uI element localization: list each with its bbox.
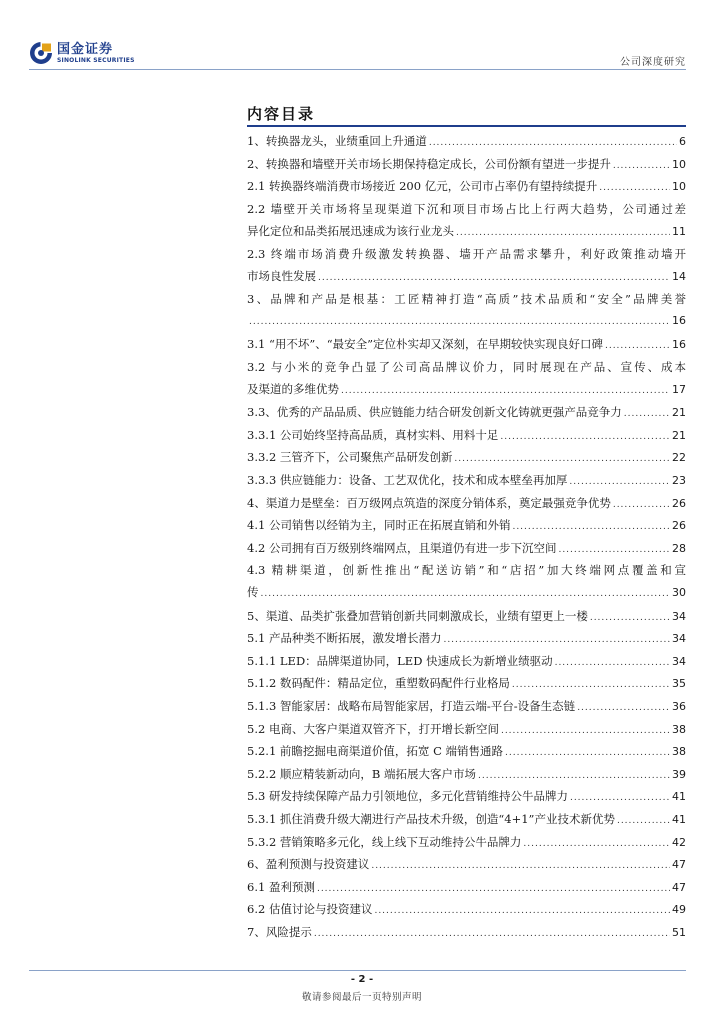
toc-page-number: 35 <box>672 677 686 691</box>
toc-entry[interactable] <box>247 831 686 855</box>
toc-dot-leader <box>314 923 670 945</box>
toc-dot-leader <box>523 833 670 855</box>
toc-entry-text: 5.3.2 营销策略多元化，线上线下互动维持公牛品牌力 <box>247 834 522 849</box>
logo-chinese-name: 国金证券 <box>57 41 114 57</box>
toc-entry-text-line1: 2.3 终端市场消费升级激发转换器、墙开产品需求攀升，利好政策推动墙开 <box>247 247 686 261</box>
toc-entry[interactable] <box>247 921 686 945</box>
toc-entry-text: 2、转换器和墙壁开关市场长期保持稳定成长，公司份额有望进一步提升 <box>247 156 611 171</box>
toc-entry[interactable] <box>247 763 686 787</box>
toc-entry-text: 及渠道的多维优势 <box>247 382 339 396</box>
toc-dot-leader <box>558 539 670 561</box>
toc-entry[interactable] <box>247 695 686 719</box>
toc-dot-leader <box>512 674 670 696</box>
toc-entry[interactable] <box>247 853 686 877</box>
toc-title: 内容目录 <box>247 105 316 123</box>
toc-entry[interactable] <box>247 243 686 289</box>
toc-entry[interactable] <box>247 446 686 470</box>
logo-english-name: SINOLINK SECURITIES <box>57 56 135 64</box>
toc-entry[interactable] <box>247 650 686 674</box>
toc-entry-text: 6.1 盈利预测 <box>247 879 315 894</box>
toc-page-number: 34 <box>672 654 686 668</box>
toc-entry[interactable] <box>247 672 686 696</box>
toc-entry-text: 6.2 估值讨论与投资建议 <box>247 902 373 917</box>
toc-entry[interactable] <box>247 424 686 448</box>
toc-page-number: 38 <box>672 745 686 759</box>
toc-page-number: 21 <box>672 428 686 442</box>
toc-title-divider <box>247 125 686 127</box>
toc-dot-leader <box>443 629 670 651</box>
toc-entry-text: 3.3.1 公司始终坚持高品质，真材实料、用料十足 <box>247 427 499 442</box>
toc-page-number: 10 <box>672 180 686 194</box>
toc-entry-text: 1、转换器龙头，业绩重回上升通道 <box>247 134 427 148</box>
toc-entry-text: 5.1.1 LED：品牌渠道协同，LED 快速成长为新增业绩驱动 <box>247 653 553 668</box>
toc-entry-text: 4、渠道力是壁垒：百万级网点筑造的深度分销体系，奠定最强竞争优势 <box>247 495 611 510</box>
toc-entry-text: 异化定位和品类拓展迅速成为该行业龙头 <box>247 223 454 238</box>
toc-entry-text-line1: 3、品牌和产品是根基：工匠精神打造“高质”技术品质和“安全”品牌美誉 <box>247 292 686 307</box>
toc-entry-text: 市场良性发展 <box>247 269 316 283</box>
toc-page-number: 34 <box>672 609 686 623</box>
toc-dot-leader <box>371 855 670 877</box>
toc-page-number: 41 <box>672 813 686 826</box>
toc-entry[interactable] <box>247 718 686 742</box>
toc-entry[interactable] <box>247 627 686 651</box>
toc-page-number: 16 <box>672 338 686 352</box>
toc-entry-text: 5.1.2 数码配件：精品定位，重塑数码配件行业格局 <box>247 676 510 691</box>
toc-entry-text: 6、盈利预测与投资建议 <box>247 857 370 872</box>
toc-page-number: 42 <box>672 835 686 849</box>
toc-entry[interactable] <box>247 808 686 832</box>
toc-page-number: 38 <box>672 722 686 736</box>
toc-page-number: 39 <box>672 767 686 781</box>
toc-entry-text: 4.1 公司销售以经销为主，同时正在拓展直销和外销 <box>247 518 511 533</box>
company-logo <box>29 41 135 65</box>
toc-entry-text: 3.1 “用不坏”、“最安全”定位朴实却又深刻，在早期较快实现良好口碑 <box>247 337 603 352</box>
toc-entry-text: 传 <box>247 585 259 600</box>
toc-entry-text-line1: 3.2 与小米的竞争凸显了公司高品牌议价力，同时展现在产品、宣传、成本 <box>247 360 686 374</box>
toc-page-number: 6 <box>679 135 686 148</box>
page-header <box>0 0 724 75</box>
toc-dot-leader <box>317 878 670 900</box>
toc-page-number: 47 <box>672 858 686 872</box>
toc-dot-leader <box>505 742 670 764</box>
toc-page-number: 11 <box>672 224 686 238</box>
toc-dot-leader <box>318 267 670 289</box>
toc-dot-leader <box>570 787 670 809</box>
toc-entry-text: 5、渠道、品类扩张叠加营销创新共同刺激成长，业绩有望更上一楼 <box>247 608 588 623</box>
toc-entry[interactable] <box>247 537 686 561</box>
report-type-label: 公司深度研究 <box>620 57 686 68</box>
toc-dot-leader <box>429 132 677 154</box>
toc-entry[interactable] <box>247 876 686 900</box>
toc-page-number: 34 <box>672 632 686 646</box>
sinolink-logo-icon <box>29 41 53 65</box>
toc-page-number: 14 <box>672 270 686 283</box>
toc-entry-text: 5.3 研发持续保障产品力引领地位，多元化营销维持公牛品牌力 <box>247 789 568 804</box>
toc-entry-text-line1: 4.3 精耕渠道，创新性推出“配送访销”和“店招”加大终端网点覆盖和宣 <box>247 563 686 578</box>
toc-entry[interactable] <box>247 492 686 516</box>
toc-page-number: 49 <box>672 903 686 917</box>
toc-entry-text: 5.2.1 前瞻挖掘电商渠道价值，拓宽 C 端销售通路 <box>247 744 504 759</box>
toc-entry[interactable] <box>247 514 686 538</box>
toc-entry-text: 5.1.3 智能家居：战略布局智能家居，打造云端-平台-设备生态链 <box>247 699 576 713</box>
toc-entry-text: 3.3、优秀的产品品质、供应链能力结合研发创新文化铸就更强产品竞争力 <box>247 405 622 420</box>
toc-dot-leader <box>454 448 670 470</box>
toc-page-number: 23 <box>672 474 686 487</box>
footer-disclaimer: 敬请参阅最后一页特别声明 <box>301 992 422 1003</box>
toc-dot-leader <box>512 516 670 538</box>
toc-entry-text: 5.2.2 顺应精装新动向，B 端拓展大客户市场 <box>247 766 477 781</box>
toc-entry[interactable] <box>247 898 686 922</box>
toc-page-number: 41 <box>672 790 686 804</box>
toc-dot-leader <box>577 697 670 719</box>
header-divider <box>29 69 686 70</box>
toc-dot-leader <box>555 652 670 674</box>
toc-dot-leader <box>613 155 670 177</box>
toc-page-number: 17 <box>672 383 686 396</box>
toc-entry[interactable] <box>247 356 686 402</box>
toc-entry[interactable] <box>247 153 686 177</box>
toc-page-number: 26 <box>672 519 686 533</box>
toc-entry[interactable] <box>247 740 686 764</box>
toc-entry-text: 5.1 产品种类不断拓展，激发增长潜力 <box>247 631 442 646</box>
footer-divider <box>29 970 686 971</box>
toc-entry[interactable] <box>247 198 686 244</box>
toc-entry-text: 3.3.3 供应链能力：设备、工艺双优化，技术和成本壁垒再加厚 <box>247 473 568 487</box>
toc-entry-text: 5.3.1 抓住消费升级大潮进行产品技术升级，创造“4+1”产业技术新优势 <box>247 812 615 826</box>
toc-page-number: 47 <box>672 880 686 894</box>
toc-page-number: 28 <box>672 541 686 555</box>
toc-entry[interactable] <box>247 559 686 605</box>
toc-dot-leader <box>569 471 670 493</box>
toc-page-number: 22 <box>672 451 686 465</box>
toc-page-number: 16 <box>672 314 686 328</box>
page-number: - 2 - <box>350 974 374 985</box>
toc-dot-leader <box>500 426 670 448</box>
toc-page-number: 26 <box>672 496 686 510</box>
toc-entry[interactable] <box>247 175 686 199</box>
toc-dot-leader <box>599 177 670 199</box>
toc-entry[interactable] <box>247 605 686 629</box>
toc-dot-leader <box>624 403 670 425</box>
toc-dot-leader <box>501 720 670 742</box>
toc-entry[interactable] <box>247 130 686 154</box>
toc-entry[interactable] <box>247 401 686 425</box>
toc-dot-leader <box>374 900 670 922</box>
toc-dot-leader <box>605 335 670 357</box>
toc-page-number: 30 <box>672 586 686 600</box>
toc-page-number: 10 <box>672 157 686 171</box>
toc-dot-leader <box>613 494 670 516</box>
toc-entry[interactable] <box>247 288 686 333</box>
toc-dot-leader <box>341 380 670 402</box>
toc-dot-leader <box>261 583 671 605</box>
toc-entry-text: 7、风险提示 <box>247 925 312 939</box>
toc-entry-text: 4.2 公司拥有百万级别终端网点，且渠道仍有进一步下沉空间 <box>247 540 557 555</box>
toc-entry[interactable] <box>247 333 686 357</box>
toc-dot-leader <box>590 607 670 629</box>
toc-page-number: 51 <box>672 926 686 939</box>
toc-entry[interactable] <box>247 469 686 493</box>
toc-entry[interactable] <box>247 785 686 809</box>
toc-page-number: 21 <box>672 406 686 420</box>
toc-page-number: 36 <box>672 700 686 713</box>
toc-dot-leader <box>617 810 670 832</box>
toc-entry-text: 3.3.2 三管齐下，公司聚焦产品研发创新 <box>247 450 453 465</box>
toc-entry-text: 2.1 转换器终端消费市场接近 200 亿元，公司市占率仍有望持续提升 <box>247 179 598 194</box>
toc-dot-leader <box>478 765 670 787</box>
toc-dot-leader <box>249 311 670 333</box>
toc-dot-leader <box>456 222 670 244</box>
toc-entry-text: 5.2 电商、大客户渠道双管齐下，打开增长新空间 <box>247 721 499 736</box>
toc-entry-text-line1: 2.2 墙壁开关市场将呈现渠道下沉和项目市场占比上行两大趋势，公司通过差 <box>247 201 686 216</box>
